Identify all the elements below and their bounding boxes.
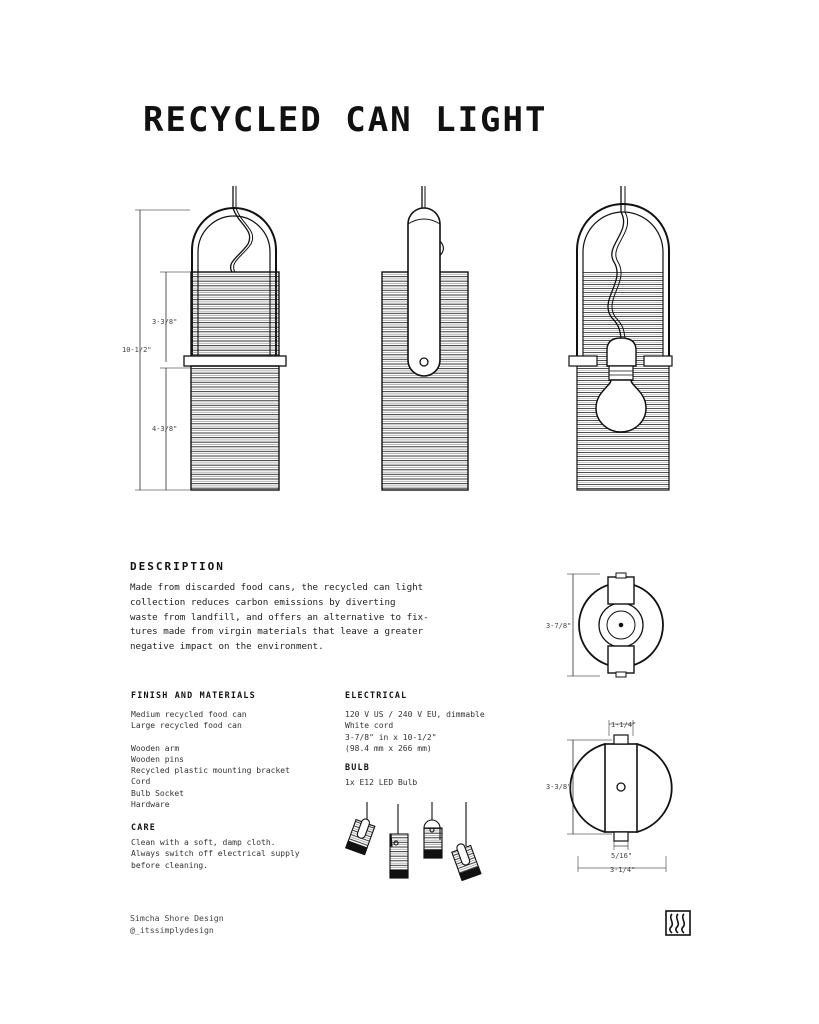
list-item: Medium recycled food can xyxy=(131,710,247,719)
description-body: Made from discarded food cans, the recycled can light collection reduces carbon emissions by diverting waste from landfill, and offers an alternative to fix- tures made from virgin materials that leave a greater negative impact on the environment. xyxy=(130,582,429,653)
side-view-drawing xyxy=(382,186,468,490)
company-name: Simcha Shore Design xyxy=(130,913,224,923)
brand-logo xyxy=(666,911,690,935)
dim-bracket-pin-label: 5/16" xyxy=(611,852,633,860)
bulb-heading: BULB xyxy=(345,762,370,772)
lamp-variation-1 xyxy=(346,802,376,855)
dim-top-label: 3-3/8" xyxy=(152,318,178,326)
dim-total-label: 10-1/2" xyxy=(122,346,152,354)
front-view-drawing xyxy=(135,186,286,490)
description-heading: DESCRIPTION xyxy=(130,560,225,573)
finish-list xyxy=(131,709,290,810)
section-view-drawing xyxy=(569,186,672,490)
dim-top-view-label: 3-7/8" xyxy=(546,622,572,630)
list-item: Hardware xyxy=(131,800,170,810)
dim-bracket-width-label: 3-1/4" xyxy=(610,866,636,874)
list-item: Cord xyxy=(131,777,151,787)
bracket-view-drawing xyxy=(567,720,672,872)
bulb-body: 1x E12 LED Bulb xyxy=(345,778,418,787)
list-item: Wooden pins xyxy=(131,754,184,764)
lamp-variation-3 xyxy=(424,802,442,858)
care-body: Clean with a soft, damp cloth. Always switch off electrical supply before cleaning. xyxy=(131,838,300,870)
care-heading: CARE xyxy=(131,822,156,832)
lamp-variation-4 xyxy=(450,802,481,880)
footer xyxy=(130,912,224,936)
lamp-variation-2 xyxy=(390,804,408,878)
page-title: RECYCLED CAN LIGHT xyxy=(143,100,548,140)
lamp-variations-illustration xyxy=(346,802,481,880)
dim-bracket-height-label: 3-3/8" xyxy=(546,783,572,791)
list-item: Recycled plastic mounting bracket xyxy=(131,766,290,776)
list-item: Bulb Socket xyxy=(131,788,184,798)
finish-heading: FINISH AND MATERIALS xyxy=(131,690,256,700)
electrical-body: 120 V US / 240 V EU, dimmable White cord 3-7/8" in x 10-1/2" (98.4 mm x 266 mm) xyxy=(345,710,485,753)
top-view-drawing xyxy=(567,573,663,677)
electrical-heading: ELECTRICAL xyxy=(345,690,408,700)
list-item: Wooden arm xyxy=(131,743,180,753)
list-item: Large recycled food can xyxy=(131,721,242,731)
dim-bottom-label: 4-3/8" xyxy=(152,425,178,433)
social-handle: @_itssimplydesign xyxy=(130,925,214,935)
dim-bracket-width-top-label: 1-1/4" xyxy=(611,721,637,729)
